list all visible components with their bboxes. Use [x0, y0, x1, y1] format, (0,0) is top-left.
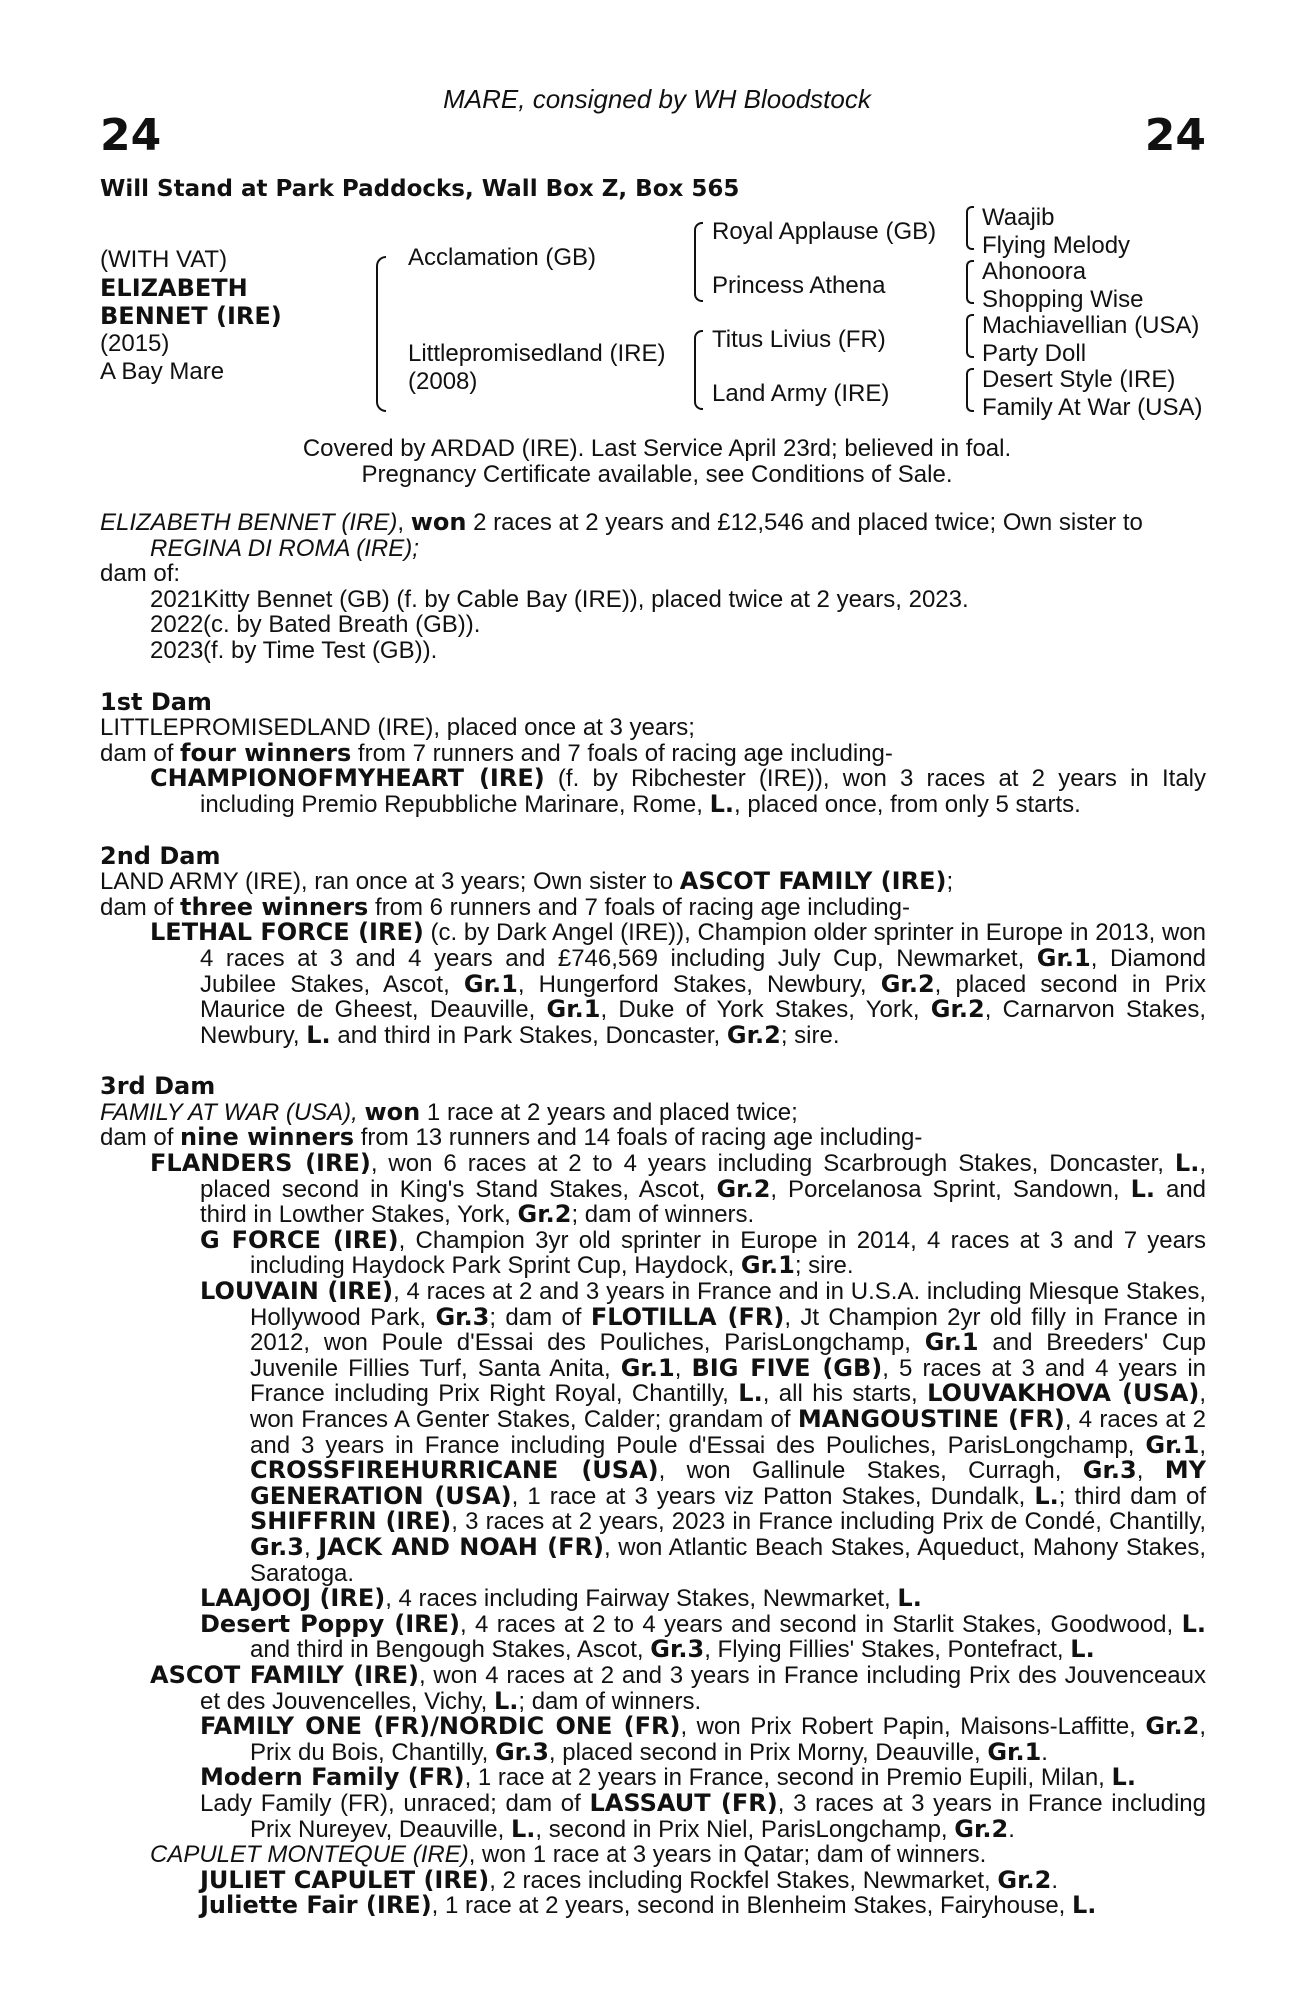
laajooj-entry: LAAJOOJ (IRE), 4 races including Fairway Stakes, Newmarket, L.: [200, 1584, 922, 1613]
vat-note: (WITH VAT): [100, 246, 228, 273]
pedigree-brace-g3-4: [966, 368, 974, 412]
third-dam-line: FAMILY AT WAR (USA), won 1 race at 2 years and placed twice;: [100, 1097, 798, 1126]
horse-name: ELIZABETH: [100, 274, 248, 302]
pedigree-dam: Littlepromisedland (IRE): [408, 340, 666, 367]
first-dam-dam-of: dam of four winners from 7 runners and 7 foals of racing age including-: [100, 738, 893, 767]
second-dam-dam-of: dam of three winners from 6 runners and 7 foals of racing age including-: [100, 892, 910, 921]
pedigree-brace-sire: [694, 222, 703, 302]
pedigree-gen3-7: Desert Style (IRE): [982, 366, 1176, 393]
covered-line: Covered by ARDAD (IRE). Last Service April 23rd; believed in foal.: [302, 435, 1012, 462]
capulet-monteque-entry: CAPULET MONTEQUE (IRE), won 1 race at 3 years in Qatar; dam of winners.: [150, 1841, 987, 1869]
pedigree-gen2-4: Land Army (IRE): [712, 380, 890, 407]
ascot-family-entry: ASCOT FAMILY (IRE), won 4 races at 2 and 3 years in France including Prix des Jouvenceaux et des Jouvencelles, Vichy, L.; dam of winners.: [150, 1660, 1207, 1715]
pedigree-dam-year: (2008): [408, 368, 478, 395]
intro-text: 2 races at 2 years and £12,546 and placed twice; Own sister to: [473, 509, 1143, 536]
third-dam-heading: 3rd Dam: [100, 1072, 216, 1101]
progeny-row: [100, 587, 1206, 613]
intro-sister: REGINA DI ROMA (IRE);: [150, 534, 419, 562]
progeny-text: (f. by Time Test (GB)).: [203, 636, 438, 664]
consignment-line: MARE, consigned by WH Bloodstock: [443, 84, 871, 114]
pedigree-brace-g3-3: [966, 314, 974, 358]
first-dam-heading: 1st Dam: [100, 687, 212, 716]
pedigree-gen3-2: Flying Melody: [982, 232, 1131, 259]
horse-year: (2015): [100, 330, 170, 357]
third-dam-dam-of: dam of nine winners from 13 runners and 14 foals of racing age including-: [100, 1123, 923, 1152]
lady-family-entry: Lady Family (FR), unraced; dam of LASSAUT (FR), 3 races at 3 years in France including Prix Nureyev, Deauville, L., second in Prix Niel, ParisLongchamp, Gr.2.: [200, 1788, 1206, 1843]
intro-dam-of: dam of:: [100, 560, 181, 588]
intro-paragraph: ELIZABETH BENNET (IRE), won 2 races at 2 years and £12,546 and placed twice; Own sister to: [100, 508, 1143, 536]
horse-description: A Bay Mare: [100, 358, 225, 385]
pedigree-brace-main: [376, 256, 386, 412]
pedigree-gen2-2: Princess Athena: [712, 272, 886, 299]
pedigree-brace-dam: [694, 330, 703, 410]
progeny-row: [100, 638, 1206, 664]
pedigree-gen3-1: Waajib: [982, 204, 1055, 231]
pedigree-gen3-5: Machiavellian (USA): [982, 312, 1200, 339]
progeny-text: Kitty Bennet (GB) (f. by Cable Bay (IRE)), placed twice at 2 years, 2023.: [203, 585, 969, 613]
intro-horse-name: ELIZABETH BENNET (IRE): [100, 509, 398, 536]
family-one-entry: FAMILY ONE (FR)/NORDIC ONE (FR), won Prix Robert Papin, Maisons-Laffitte, Gr.2, Prix du Bois, Chantilly, Gr.3, placed second in Prix Morny, Deauville, Gr.1.: [200, 1712, 1207, 1766]
catalogue-body: [100, 510, 1206, 1919]
progeny-year: 2022: [150, 611, 204, 639]
progeny-row: [100, 612, 1206, 638]
pedigree-brace-g3-1: [966, 206, 974, 250]
progeny-text: (c. by Bated Breath (GB)).: [203, 611, 481, 639]
second-dam-line: LAND ARMY (IRE), ran once at 3 years; Own sister to ASCOT FAMILY (IRE);: [100, 867, 954, 896]
first-dam-progeny: CHAMPIONOFMYHEART (IRE) (f. by Ribchester (IRE)), won 3 races at 2 years in Italy including Premio Repubbliche Marinare, Rome, L., placed once, from only 5 starts.: [150, 764, 1207, 818]
pedigree-brace-g3-2: [966, 260, 974, 304]
intro-sister-name: REGINA DI ROMA (IRE): [150, 534, 413, 562]
modern-family-entry: Modern Family (FR), 1 race at 2 years in France, second in Premio Eupili, Milan, L.: [200, 1763, 1136, 1792]
first-dam-line: LITTLEPROMISEDLAND (IRE), placed once at 3 years;: [100, 714, 695, 742]
juliette-fair-entry: Juliette Fair (IRE), 1 race at 2 years, second in Blenheim Stakes, Fairyhouse, L.: [200, 1891, 1097, 1920]
horse-name-2: BENNET (IRE): [100, 302, 282, 330]
progeny-year: 2023: [150, 636, 204, 664]
second-dam-heading: 2nd Dam: [100, 841, 221, 870]
pedigree-gen2-1: Royal Applause (GB): [712, 218, 937, 245]
juliet-capulet-entry: JULIET CAPULET (IRE), 2 races including Rockfel Stakes, Newmarket, Gr.2.: [200, 1865, 1059, 1894]
pedigree-gen3-6: Party Doll: [982, 340, 1087, 367]
pedigree-gen3-4: Shopping Wise: [982, 286, 1144, 313]
flanders-entry: FLANDERS (IRE), won 6 races at 2 to 4 years including Scarbrough Stakes, Doncaster, L., placed second in King's Stand Stakes, Ascot, Gr.2, Porcelanosa Sprint, Sandown, L. and third in Lowther Stakes, York, Gr.2; dam of winners.: [150, 1149, 1207, 1229]
pedigree-gen3-3: Ahonoora: [982, 258, 1087, 285]
second-dam-progeny: LETHAL FORCE (IRE) (c. by Dark Angel (IRE)), Champion older sprinter in Europe in 2013, won 4 races at 3 and 4 years and £746,569 including July Cup, Newmarket, Gr.1, Diamond Jubilee Stakes, Ascot, Gr.1, Hungerford Stakes, Newbury, Gr.2, placed second in Prix Maurice de Gheest, Deauville, Gr.1, Duke of York Stakes, York, Gr.2, Carnarvon Stakes, Newbury, L. and third in Park Stakes, Doncaster, Gr.2; sire.: [150, 918, 1207, 1049]
pedigree-sire: Acclamation (GB): [408, 244, 597, 271]
stand-info: Will Stand at Park Paddocks, Wall Box Z, Box 565: [100, 176, 740, 202]
progeny-year: 2021: [150, 585, 204, 613]
pregnancy-line: Pregnancy Certificate available, see Conditions of Sale.: [361, 461, 953, 488]
lot-number-left: 24: [100, 110, 162, 161]
louvain-entry: LOUVAIN (IRE), 4 races at 2 and 3 years in France and in U.S.A. including Miesque Stakes, Hollywood Park, Gr.3; dam of FLOTILLA (FR), Jt Champion 2yr old filly in France in 2012, won Poule d'Essai des Pouliches, ParisLongchamp, Gr.1 and Breeders' Cup Juvenile Fillies Turf, Santa Anita, Gr.1, BIG FIVE (GB), 5 races at 3 and 4 years in France including Prix Right Royal, Chantilly, L., all his starts, LOUVAKHOVA (USA), won Frances A Genter Stakes, Calder; grandam of MANGOUSTINE (FR), 4 races at 2 and 3 years in France including Poule d'Essai des Pouliches, ParisLongchamp, Gr.1, CROSSFIREHURRICANE (USA), won Gallinule Stakes, Curragh, Gr.3, MY GENERATION (USA), 1 race at 3 years viz Patton Stakes, Dundalk, L.; third dam of SHIFFRIN (IRE), 3 races at 2 years, 2023 in France including Prix de Condé, Chantilly, Gr.3, JACK AND NOAH (FR), won Atlantic Beach Stakes, Aqueduct, Mahony Stakes, Saratoga.: [200, 1277, 1207, 1587]
intro-won: won: [410, 508, 467, 536]
horse-info: [100, 246, 282, 386]
desert-poppy-entry: Desert Poppy (IRE), 4 races at 2 to 4 years and second in Starlit Stakes, Goodwood, L. and third in Bengough Stakes, Ascot, Gr.3, Flying Fillies' Stakes, Pontefract, L.: [200, 1609, 1206, 1664]
pedigree-gen2-3: Titus Livius (FR): [712, 326, 886, 353]
g-force-entry: G FORCE (IRE), Champion 3yr old sprinter in Europe in 2014, 4 races at 3 and 7 years including Haydock Park Sprint Cup, Haydock, Gr.1; sire.: [200, 1225, 1206, 1280]
lot-number-right: 24: [1144, 110, 1206, 161]
pedigree-gen3-8: Family At War (USA): [982, 394, 1203, 421]
